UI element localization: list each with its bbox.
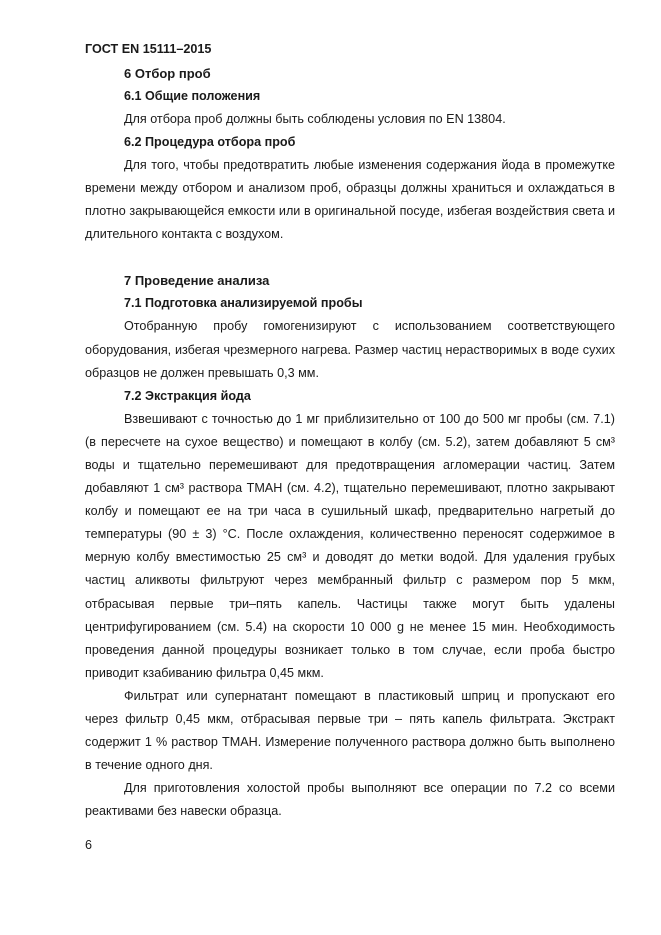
section-7-2-paragraph-1: Взвешивают с точностью до 1 мг приблизительно от 100 до 500 мг пробы (см. 7.1) (в пересчете на сухое вещество) и помещают в колбу (см. 5.2), затем добавляют 5 см³ воды и тщательно перемешивают для предотвращения агломерации частиц. Затем добавляют 1 см³ раствора ТМАН (см. 4.2), тщательно перемешивают, плотно закрывают колбу и помещают ее на три часа в сушильный шкаф, предварительно нагретый до температуры (90 ± 3) °С. После охлаждения, количественно переносят содержимое в мерную колбу вместимостью 25 см³ и доводят до метки водой. Для удаления грубых частиц аликвоты фильтруют через мембранный фильтр с размером пор 5 мкм, отбрасывая первые три–пять капель. Частицы также могут быть удалены центрифугированием (см. 5.4) на скорости 10 000 g не менее 15 мин. Необходимость проведения данной процедуры возникает только в том случае, если проба быстро приводит кзабиванию фильтра 0,45 мкм. [85,411,615,680]
section-6-title: 6 Отбор проб [124,66,211,81]
document-code: ГОСТ EN 15111–2015 [85,42,212,56]
section-6-2-text: Для того, чтобы предотвратить любые изменения содержания йода в промежутке времени между отбором и анализом проб, образцы должны храниться и охлаждаться в плотно закрывающейся емкости или в оригинальной посуде, избегая воздействия света и длительного контакта с воздухом. [85,158,615,242]
section-gap [85,246,615,269]
section-7-2-paragraph-2: Фильтрат или супернатант помещают в пластиковый шприц и пропускают его через фильтр 0,45 мкм, отбрасывая первые три – пять капель фильтрата. Экстракт содержит 1 % раствор ТМАН. Измерение полученного раствора должно быть выполнено в течение одного дня. [85,688,615,773]
section-6-1-text: Для отбора проб должны быть соблюдены условия по EN 13804. [124,112,506,126]
section-7-title: 7 Проведение анализа [124,273,270,289]
page-number: 6 [85,838,93,852]
section-6-2-title: 6.2 Процедура отбора проб [124,135,296,150]
section-7-1-title: 7.1 Подготовка анализируемой пробы [124,296,363,311]
document-page [85,38,615,823]
section-7-2-title: 7.2 Экстракция йода [124,388,251,403]
section-6-1-title: 6.1 Общие положения [124,89,261,103]
section-7-2-paragraph-3: Для приготовления холостой пробы выполняют все операции по 7.2 со всеми реактивами без навески образца. [85,781,615,819]
section-7-1-text: Отобранную пробу гомогенизируют с использованием соответствующего оборудования, избегая чрезмерного нагрева. Размер частиц нерастворимых в воде сухих образцов не должен превышать 0,3 мм. [85,319,615,380]
